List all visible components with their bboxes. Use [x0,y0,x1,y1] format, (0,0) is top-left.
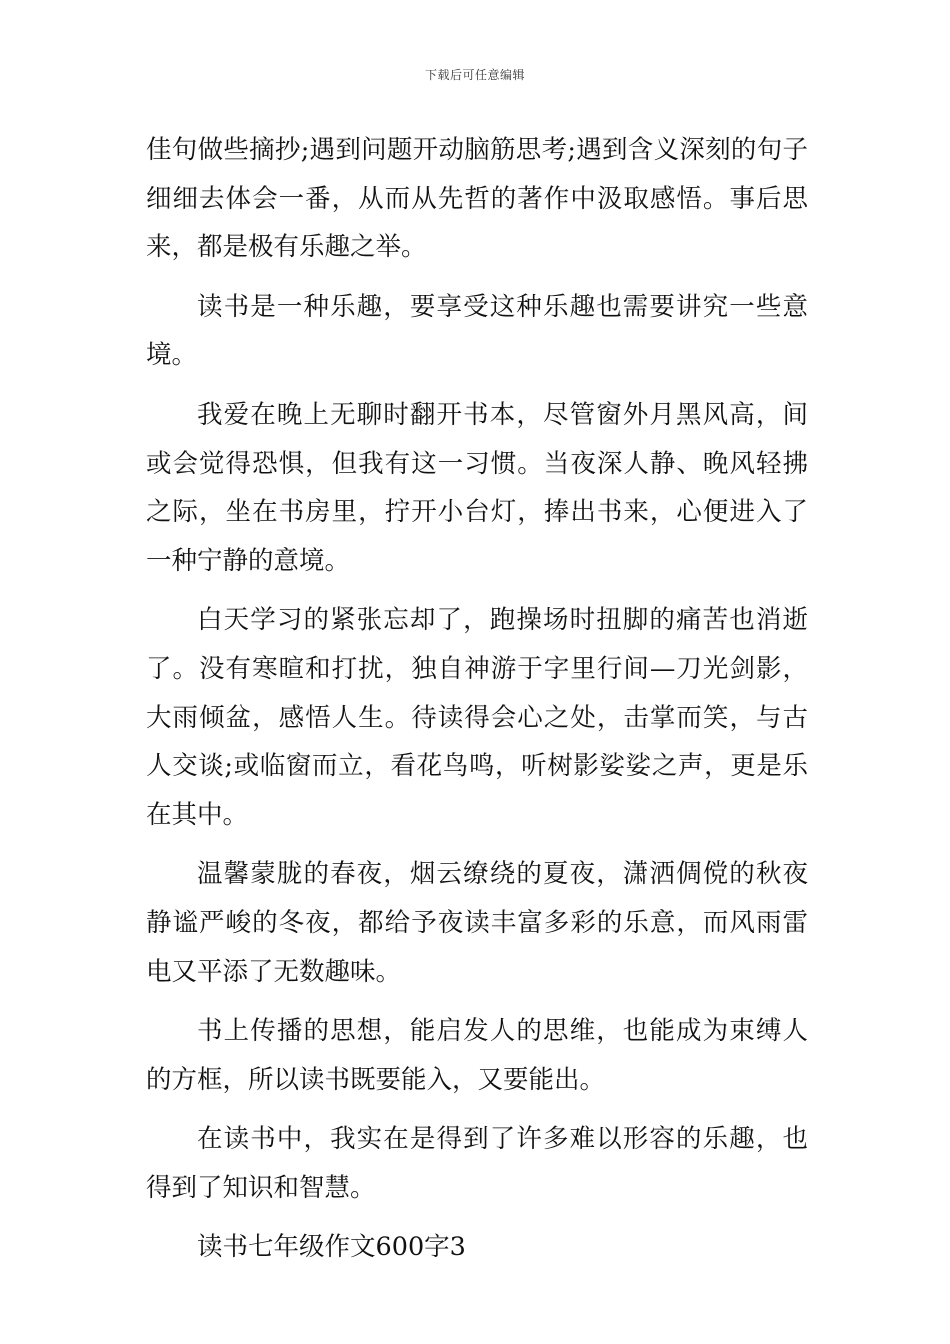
paragraph: 书上传播的思想，能启发人的思维，也能成为束缚人的方框，所以读书既要能入，又要能出。 [146,1016,808,1095]
document-body [146,126,808,1283]
paragraph: 读书是一种乐趣，要享受这种乐趣也需要讲究一些意境。 [146,291,808,371]
section-title: 读书七年级作文600字3 [197,1232,466,1263]
paragraph: 白天学习的紧张忘却了，跑操场时扭脚的痛苦也消逝了。没有寒暄和打扰，独自神游于字里行间—刀光剑影，大雨倾盆，感悟人生。待读得会心之处，击掌而笑，与古人交谈;或临窗而立，看花鸟鸣，听树影娑娑之声，更是乐在其中。 [146,605,808,830]
paragraph: 我爱在晚上无聊时翻开书本，尽管窗外月黑风高，间或会觉得恐惧，但我有这一习惯。当夜深人静、晚风轻拂之际，坐在书房里，拧开小台灯，捧出书来，心便进入了一种宁静的意境。 [146,399,808,576]
header-note: 下载后可任意编辑 [424,68,525,82]
paragraph: 温馨蒙胧的春夜，烟云缭绕的夏夜，潇洒倜傥的秋夜静谧严峻的冬夜，都给予夜读丰富多彩的乐意，而风雨雷电又平添了无数趣味。 [146,859,808,987]
paragraph: 佳句做些摘抄;遇到问题开动脑筋思考;遇到含义深刻的句子细细去体会一番，从而从先哲的著作中汲取感悟。事后思来，都是极有乐趣之举。 [146,135,808,263]
paragraph: 在读书中，我实在是得到了许多难以形容的乐趣，也得到了知识和智慧。 [146,1124,808,1203]
